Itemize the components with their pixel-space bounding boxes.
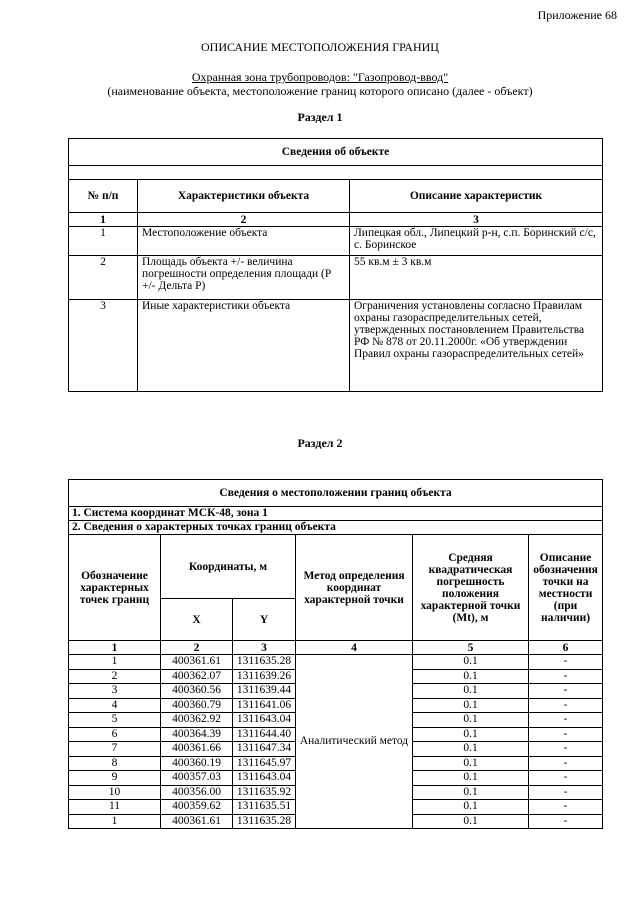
row-description: 55 кв.м ± 3 кв.м — [350, 256, 603, 300]
point-label: 8 — [69, 756, 161, 771]
table-row — [69, 655, 603, 670]
index-cell: 3 — [233, 641, 296, 655]
boundary-table — [68, 479, 603, 829]
point-label: 6 — [69, 727, 161, 742]
point-y: 1311643.04 — [233, 713, 296, 728]
point-y: 1311639.26 — [233, 669, 296, 684]
col-header-mt: Средняя квадратическая погрешность положения характерной точки (Mt), м — [413, 535, 529, 641]
point-description: - — [529, 655, 603, 670]
point-y: 1311639.44 — [233, 684, 296, 699]
point-mt: 0.1 — [413, 785, 529, 800]
index-cell: 2 — [161, 641, 233, 655]
section-1-title: Раздел 1 — [297, 110, 343, 124]
col-header-point: Обозначение характерных точек границ — [69, 535, 161, 641]
point-y: 1311635.28 — [233, 814, 296, 829]
appendix-label: Приложение 68 — [537, 8, 617, 22]
object-info-table-title: Сведения об объекте — [69, 139, 603, 166]
table-row — [69, 256, 603, 300]
col-header-number: № п/п — [69, 180, 138, 213]
point-x: 400360.56 — [161, 684, 233, 699]
point-mt: 0.1 — [413, 756, 529, 771]
boundary-table-title: Сведения о местоположении границ объекта — [69, 480, 603, 507]
point-description: - — [529, 698, 603, 713]
spacer-row — [69, 166, 603, 180]
row-number: 1 — [69, 227, 138, 256]
point-y: 1311635.92 — [233, 785, 296, 800]
point-description: - — [529, 727, 603, 742]
point-mt: 0.1 — [413, 684, 529, 699]
point-description: - — [529, 814, 603, 829]
point-x: 400361.61 — [161, 655, 233, 670]
index-cell: 3 — [350, 213, 603, 227]
point-label: 7 — [69, 742, 161, 757]
point-y: 1311647.34 — [233, 742, 296, 757]
col-header-description: Описание характеристик — [350, 180, 603, 213]
col-header-y: Y — [233, 599, 296, 641]
point-label: 2 — [69, 669, 161, 684]
points-info-title: 2. Сведения о характерных точках границ объекта — [69, 521, 603, 535]
point-mt: 0.1 — [413, 742, 529, 757]
point-x: 400361.61 — [161, 814, 233, 829]
point-x: 400360.79 — [161, 698, 233, 713]
point-x: 400359.62 — [161, 800, 233, 815]
point-x: 400362.92 — [161, 713, 233, 728]
index-cell: 4 — [296, 641, 413, 655]
table-row — [69, 300, 603, 392]
row-description: Ограничения установлены согласно Правилам охраны газораспределительных сетей, утвержденных постановлением Правительства РФ № 878 от 20.11.2000г. «Об утверждении Правил охраны газораспределительных сетей» — [350, 300, 603, 392]
point-description: - — [529, 771, 603, 786]
point-x: 400362.07 — [161, 669, 233, 684]
point-description: - — [529, 785, 603, 800]
point-mt: 0.1 — [413, 713, 529, 728]
index-cell: 6 — [529, 641, 603, 655]
col-header-characteristics: Характеристики объекта — [138, 180, 350, 213]
point-label: 3 — [69, 684, 161, 699]
point-description: - — [529, 669, 603, 684]
point-description: - — [529, 742, 603, 757]
table-row — [69, 227, 603, 256]
point-mt: 0.1 — [413, 771, 529, 786]
point-description: - — [529, 684, 603, 699]
object-info-table — [68, 138, 603, 392]
point-mt: 0.1 — [413, 814, 529, 829]
point-x: 400360.19 — [161, 756, 233, 771]
point-mt: 0.1 — [413, 727, 529, 742]
index-cell: 2 — [138, 213, 350, 227]
section-2-title: Раздел 2 — [297, 436, 343, 450]
coordinate-system: 1. Система координат МСК-48, зона 1 — [69, 507, 603, 521]
point-x: 400356.00 — [161, 785, 233, 800]
point-x: 400361.66 — [161, 742, 233, 757]
point-y: 1311635.28 — [233, 655, 296, 670]
point-description: - — [529, 800, 603, 815]
point-label: 1 — [69, 814, 161, 829]
point-label: 10 — [69, 785, 161, 800]
zone-name — [0, 70, 640, 85]
zone-description: (наименование объекта, местоположение границ которого описано (далее - объект) — [107, 84, 533, 98]
zone-name-text: Охранная зона трубопроводов: "Газопровод-ввод" — [191, 70, 449, 84]
index-cell: 5 — [413, 641, 529, 655]
row-characteristic: Площадь объекта +/- величина погрешности определения площади (Р +/- Дельта Р) — [138, 256, 350, 300]
method-cell: Аналитический метод — [296, 655, 413, 829]
point-mt: 0.1 — [413, 698, 529, 713]
row-number: 3 — [69, 300, 138, 392]
point-x: 400364.39 — [161, 727, 233, 742]
col-header-point-description: Описание обозначения точки на местности (при наличии) — [529, 535, 603, 641]
point-label: 1 — [69, 655, 161, 670]
point-mt: 0.1 — [413, 655, 529, 670]
row-description: Липецкая обл., Липецкий р-н, с.п. Боринский с/с, с. Боринское — [350, 227, 603, 256]
point-y: 1311641.06 — [233, 698, 296, 713]
col-header-x: X — [161, 599, 233, 641]
row-characteristic: Иные характеристики объекта — [138, 300, 350, 392]
point-y: 1311643.04 — [233, 771, 296, 786]
point-label: 4 — [69, 698, 161, 713]
point-description: - — [529, 713, 603, 728]
point-label: 9 — [69, 771, 161, 786]
point-y: 1311645.97 — [233, 756, 296, 771]
col-header-method: Метод определения координат характерной точки — [296, 535, 413, 641]
point-description: - — [529, 756, 603, 771]
point-x: 400357.03 — [161, 771, 233, 786]
point-mt: 0.1 — [413, 669, 529, 684]
point-y: 1311644.40 — [233, 727, 296, 742]
point-label: 11 — [69, 800, 161, 815]
index-cell: 1 — [69, 641, 161, 655]
col-header-coordinates: Координаты, м — [161, 535, 296, 599]
point-mt: 0.1 — [413, 800, 529, 815]
row-number: 2 — [69, 256, 138, 300]
document-title: ОПИСАНИЕ МЕСТОПОЛОЖЕНИЯ ГРАНИЦ — [201, 40, 439, 54]
point-y: 1311635.51 — [233, 800, 296, 815]
row-characteristic: Местоположение объекта — [138, 227, 350, 256]
point-label: 5 — [69, 713, 161, 728]
index-cell: 1 — [69, 213, 138, 227]
